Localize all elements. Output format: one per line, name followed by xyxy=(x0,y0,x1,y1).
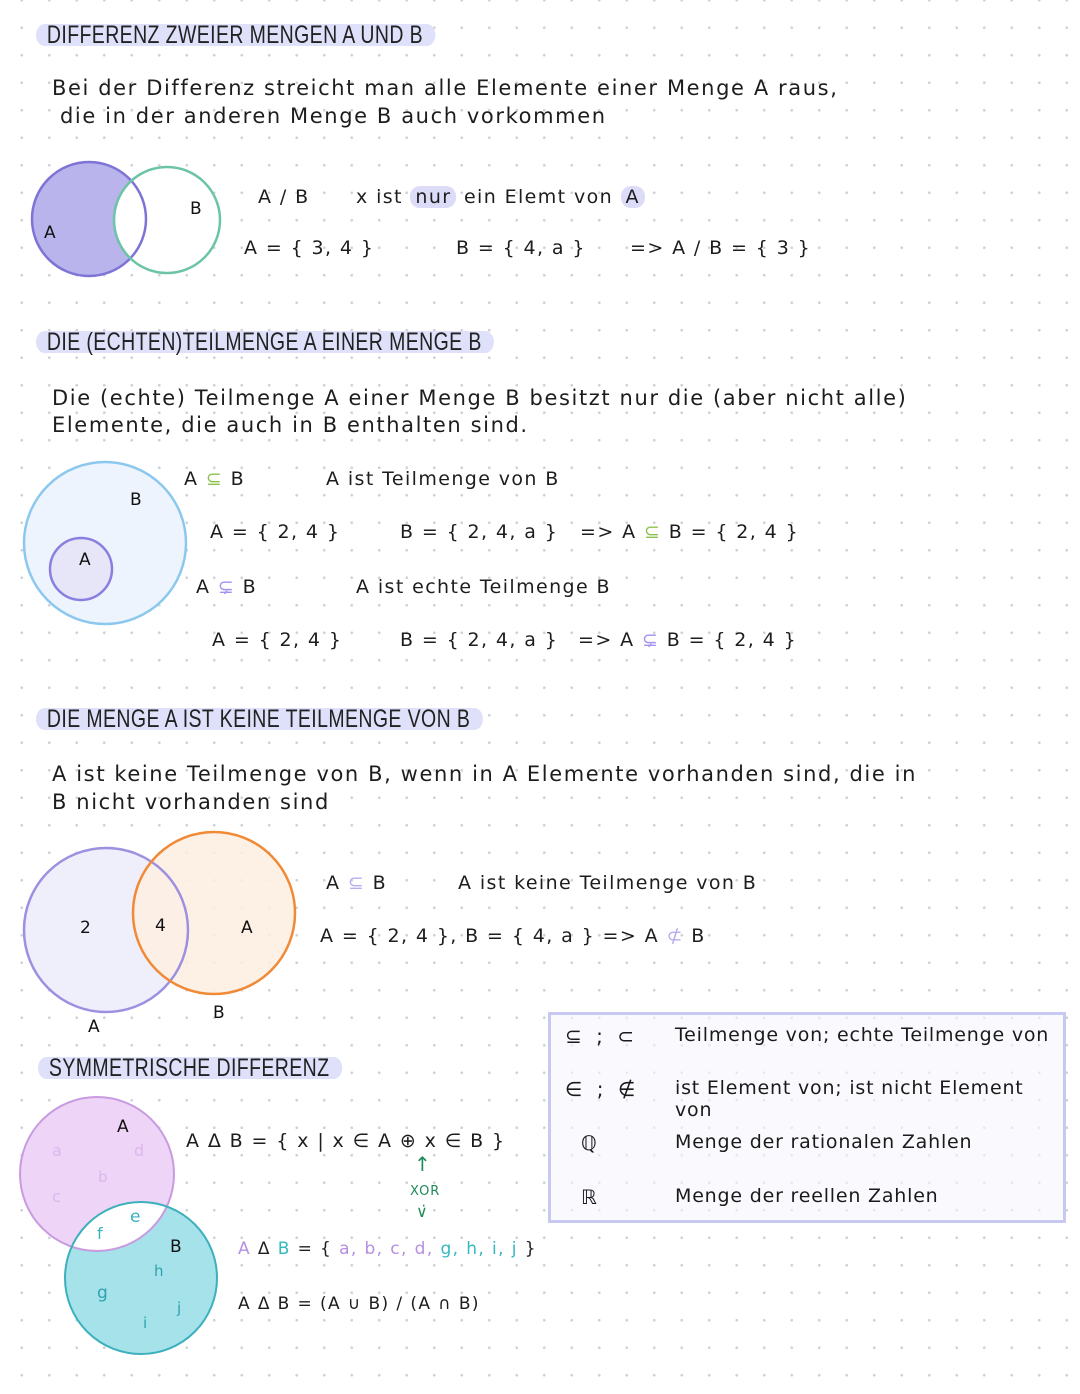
legend-desc: Menge der rationalen Zahlen xyxy=(675,1131,973,1153)
symmetric-difference-result xyxy=(238,1239,537,1259)
not-subset-example-text: A = { 2, 4 }, B = { 4, a } => xyxy=(320,925,638,947)
subset-result xyxy=(580,521,799,543)
difference-result: => A / B = { 3 } xyxy=(630,237,812,259)
element-e: e xyxy=(130,1207,141,1227)
element-symbol-icon: ∈ ; ∉ xyxy=(565,1077,640,1101)
venn-label-inner-a: A xyxy=(79,550,91,570)
xor-arrow-icon: ↑ xyxy=(414,1152,433,1176)
venn-label-a: A xyxy=(88,1017,100,1037)
element-a: a xyxy=(52,1141,62,1160)
venn-diagram-difference xyxy=(0,150,240,290)
section2-text-line2: Elemente, die auch in B enthalten sind. xyxy=(52,413,529,437)
proper-result-pre: => A xyxy=(578,629,635,651)
not-subset-example xyxy=(320,925,706,947)
not-subset-notation xyxy=(326,872,387,894)
proper-b: B xyxy=(242,576,258,598)
venn-diagram-subset xyxy=(0,455,200,635)
section-heading-differenz: DIFFERENZ ZWEIER MENGEN A UND B xyxy=(36,24,436,46)
section-heading-keine-teilmenge: DIE MENGE A IST KEINE TEILMENGE VON B xyxy=(36,708,483,730)
legend-row-real xyxy=(551,1185,1063,1215)
xor-symbol-icon: ∨̇ xyxy=(416,1202,430,1221)
section1-text-line1: Bei der Differenz streicht man alle Elemente einer Menge A raus, xyxy=(52,76,839,100)
section3-text-line1: A ist keine Teilmenge von B, wenn in A Elemente vorhanden sind, die in xyxy=(52,762,917,786)
venn-only-a: 2 xyxy=(80,918,91,938)
desc-highlight-nur: nur xyxy=(410,186,456,208)
subset-symbol-icon: ⊆ ; ⊂ xyxy=(565,1024,638,1048)
difference-example-b: B = { 4, a } xyxy=(456,237,586,259)
section-heading-symmetrische-differenz: SYMMETRISCHE DIFFERENZ xyxy=(38,1057,342,1079)
proper-example-b: B = { 2, 4, a } xyxy=(400,629,559,651)
section1-text-line2: die in der anderen Menge B auch vorkommen xyxy=(60,104,607,128)
proper-a: A xyxy=(196,576,211,598)
element-j: j xyxy=(177,1299,182,1317)
symmetric-difference-identity: A Δ B = (A ∪ B) / (A ∩ B) xyxy=(238,1294,480,1314)
subset-example-a: A = { 2, 4 } xyxy=(210,521,341,543)
element-b: b xyxy=(98,1168,108,1186)
notation-symbol: ⊆ xyxy=(347,872,366,894)
not-subset-description: A ist keine Teilmenge von B xyxy=(458,872,758,894)
element-i: i xyxy=(143,1314,148,1332)
rational-numbers-icon: ℚ xyxy=(581,1131,601,1155)
result-lhs-a: A xyxy=(238,1239,252,1259)
difference-notation: A / B xyxy=(258,186,310,208)
venn-label-outer-b: B xyxy=(130,490,142,510)
venn-only-b: A xyxy=(241,918,253,938)
element-d: d xyxy=(134,1141,145,1160)
venn-label-a: A xyxy=(117,1117,129,1137)
venn-diagram-not-subset xyxy=(0,825,320,1045)
venn-both: 4 xyxy=(155,916,166,936)
difference-description xyxy=(356,186,645,208)
not-subset-result-a: A xyxy=(644,925,660,947)
section2-text-line1: Die (echte) Teilmenge A einer Menge B besitzt nur die (aber nicht alle) xyxy=(52,386,908,410)
venn-label-a: A xyxy=(44,223,56,243)
result-close: } xyxy=(524,1239,537,1259)
element-f: f xyxy=(97,1224,103,1243)
result-elements-a: a, b, c, d, xyxy=(339,1239,434,1259)
proper-subset-notation xyxy=(196,576,257,598)
legend-row-element xyxy=(551,1077,1063,1121)
desc-pre: x ist xyxy=(356,186,403,208)
desc-post: ein Elemt von xyxy=(463,186,614,208)
subset-notation xyxy=(184,468,245,490)
subset-result-symbol: ⊆ xyxy=(643,521,662,543)
result-lhs-op: Δ xyxy=(257,1239,271,1259)
legend-desc: ist Element von; ist nicht Element von xyxy=(675,1077,1024,1121)
difference-example-a: A = { 3, 4 } xyxy=(244,237,375,259)
legend-row-subset xyxy=(551,1024,1063,1054)
proper-subset-symbol: ⊊ xyxy=(217,576,236,598)
subset-a: A xyxy=(184,468,199,490)
venn-label-b: B xyxy=(213,1003,225,1023)
venn-label-b: B xyxy=(190,199,202,219)
result-eq: = { xyxy=(297,1239,333,1259)
subset-b: B xyxy=(230,468,246,490)
legend-desc: Menge der reellen Zahlen xyxy=(675,1185,939,1207)
result-lhs-b: B xyxy=(277,1239,291,1259)
notation-b: B xyxy=(372,872,388,894)
real-numbers-icon: ℝ xyxy=(581,1185,601,1209)
subset-description: A ist Teilmenge von B xyxy=(326,468,560,490)
not-subset-symbol: ⊄ xyxy=(666,925,684,947)
proper-subset-description: A ist echte Teilmenge B xyxy=(356,576,611,598)
proper-example-a: A = { 2, 4 } xyxy=(212,629,343,651)
not-subset-result-b: B xyxy=(691,925,706,947)
subset-symbol: ⊆ xyxy=(205,468,224,490)
notation-a: A xyxy=(326,872,341,894)
legend-desc: Teilmenge von; echte Teilmenge von xyxy=(675,1024,1050,1046)
element-h: h xyxy=(154,1262,164,1280)
result-elements-b: g, h, i, j xyxy=(440,1239,518,1259)
section3-text-line2: B nicht vorhanden sind xyxy=(52,790,330,814)
subset-result-post: B = { 2, 4 } xyxy=(668,521,800,543)
venn-label-b: B xyxy=(170,1237,182,1257)
legend-row-rational xyxy=(551,1131,1063,1161)
subset-result-pre: => A xyxy=(580,521,637,543)
proper-result xyxy=(578,629,797,651)
symmetric-difference-definition: A Δ B = { x | x ∈ A ⊕ x ∈ B } xyxy=(186,1130,506,1152)
subset-example-b: B = { 2, 4, a } xyxy=(400,521,559,543)
xor-label: XOR xyxy=(410,1184,441,1199)
symbol-legend xyxy=(548,1012,1066,1223)
proper-result-post: B = { 2, 4 } xyxy=(666,629,798,651)
proper-result-symbol: ⊊ xyxy=(641,629,660,651)
element-c: c xyxy=(52,1187,61,1206)
element-g: g xyxy=(97,1283,108,1303)
section-heading-teilmenge: DIE (ECHTEN)TEILMENGE A EINER MENGE B xyxy=(36,331,494,353)
desc-highlight-a: A xyxy=(621,186,645,208)
